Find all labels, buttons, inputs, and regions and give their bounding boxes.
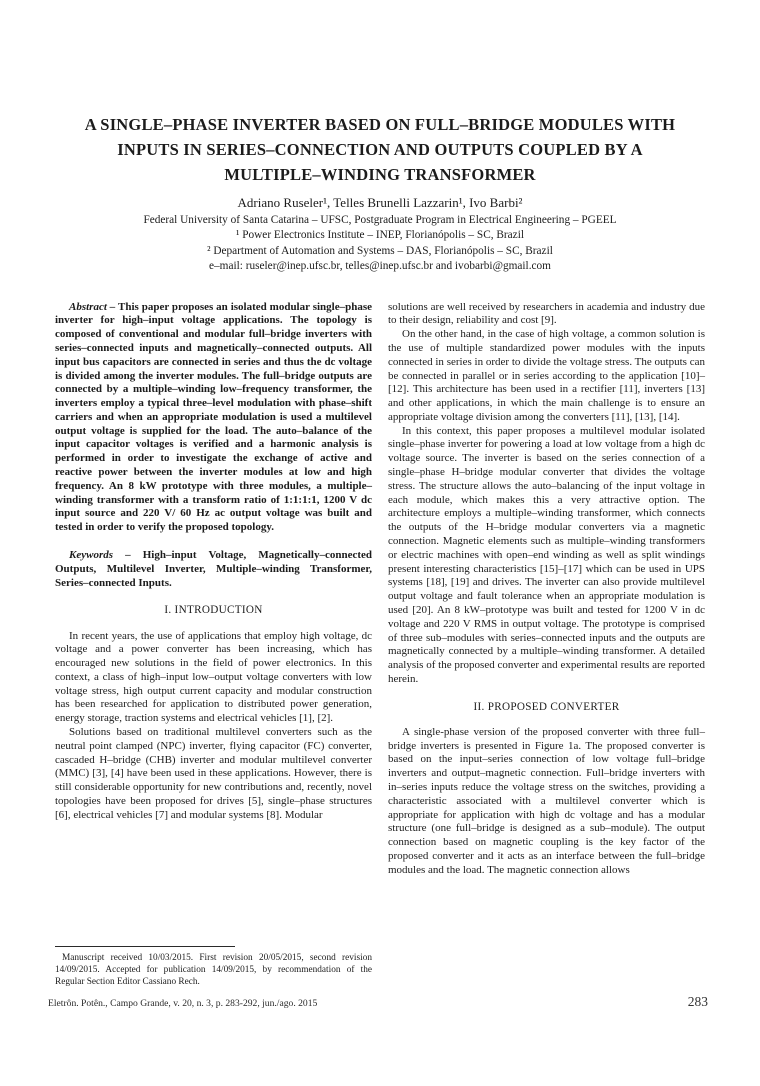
affiliation-main: Federal University of Santa Catarina – UFSC, Postgraduate Program in Electrical Engineering – PGEEL (143, 214, 617, 227)
author-emails: e–mail: ruseler@inep.ufsc.br, telles@inep.ufsc.br and ivobarbi@gmail.com (209, 260, 551, 273)
page-footer (48, 994, 708, 1010)
affiliation-1: ¹ Power Electronics Institute – INEP, Florianópolis – SC, Brazil (236, 229, 524, 242)
footnote-text: Manuscript received 10/03/2015. First revision 20/05/2015, second revision 14/09/2015. Accepted for publication 14/09/2015, by recommendation of the Regular Section Editor Cassiano Rech. (55, 952, 372, 988)
right-column (388, 301, 705, 989)
two-column-body (55, 301, 705, 989)
intro-paragraph-1: In recent years, the use of applications that employ high voltage, dc voltage and a power converter has been increasing, which has encouraged new solutions in the field of power electronics. In this context, a class of high–input low–output voltage converters with low voltage stress, high output current capacity and modular construction has been researched for application to distributed power generation, energy storage, traction systems and electrical vehicles [1], [2]. (55, 629, 372, 725)
footnote-divider (55, 946, 235, 947)
paper-header (0, 112, 760, 275)
authors-block (0, 194, 760, 274)
keywords-text: – High–input Voltage, Magnetically–connected Outputs, Multilevel Inverter, Multiple–winding Transformer, Series–connected Inputs. (55, 549, 373, 589)
abstract-text: This paper proposes an isolated modular single–phase inverter for high–input voltage applications. The topology is composed of conventional and modular full–bridge inverters with series–connected inputs and magnetically–connected outputs. All input bus capacitors are connected in series and thus the dc voltage is divided among the inverter modules. The full–bridge outputs are connected by a multiple–winding low–frequency transformer, the inverters employ a typical three–level modulation with phase–shift carriers and when an appropriate modulation is used a multilevel output voltage is supplied for the load. The auto–balance of the input capacitor voltages is verified and a harmonic analysis is performed in order to investigate the exchange of active and reactive power between the inverter modules at low and high frequency. An 8 kW prototype with three modules, a multiple–winding transformer with a transform ratio of 1:1:1:1, 1200 V dc input source and 220 V/ 60 Hz ac output voltage was built and tested in order to verify the proposed topology. (55, 300, 372, 534)
section-heading-proposed-converter: II. PROPOSED CONVERTER (473, 700, 620, 713)
body-paragraph-converter-description: A single-phase version of the proposed converter with three full–bridge inverters is presented in Figure 1a. The proposed converter is based on the input–series connection of low voltage full–bridge inverters and output–magnetic connection. Full–bridge inverters with in–series inputs reduce the voltage stress on the switches, providing a characteristic associated with a multilevel converter which is appropriate for application with high dc voltage and has a modular structure (one full–bridge is designed as a sub–module). The output connection based on magnetic coupling is the key factor of the proposed converter and it acts as an interface between the full–bridge modules and the load. The magnetic connection allows (388, 725, 705, 876)
keywords-paragraph (55, 549, 372, 590)
author-names: Adriano Ruseler¹, Telles Brunelli Lazzarin¹, Ivo Barbi² (237, 195, 523, 211)
abstract-paragraph (55, 301, 372, 536)
abstract-label: Abstract – (69, 300, 116, 313)
left-column (55, 301, 372, 989)
section-heading-introduction: I. INTRODUCTION (164, 604, 263, 617)
paper-title: A SINGLE–PHASE INVERTER BASED ON FULL–BRIDGE MODULES WITH INPUTS IN SERIES–CONNECTION AND OUTPUTS COUPLED BY A MULTIPLE–WINDING TRANSFORMER (84, 115, 676, 185)
body-paragraph-high-voltage: On the other hand, in the case of high voltage, a common solution is the use of multiple standardized power modules with the inputs connected in series in order to divide the voltage stress. The outputs can be connected in parallel or in series according to the application [10]–[12]. This architecture has been used in a rectifier [11], inverters [13] and other applications, in which the main challenge is to ensure an appropriate voltage division among the converters [11], [13], [14]. (388, 328, 705, 423)
body-paragraph-proposal: In this context, this paper proposes a multilevel modular isolated single–phase inverter for powering a load at low voltage from a high dc voltage source. The inverter is based on the series connection of a single–phase H–bridge modular converter that divides the voltage stress. The structure allows the auto–balancing of the input voltage in each module, which makes this a very attractive option. The architecture employs a multiple–winding transformer, which connects the outputs of the H–bridge modular converters via a magnetic connection. Magnetic elements such as multiple–winding transformers or electric machines with open–end winding as well as split windings present interesting characteristics [15]–[17] which can be used in UPS systems [18], [19] and drives. The inverter can also provide multilevel output voltage and fault tolerance when an appropriate modulation is used [20]. An 8 kW–prototype was built and tested for 1200 V in dc voltage and 220 V RMS in output voltage. The prototype is comprised of three sub–modules with series–connected inputs and the outputs are magnetically connected by a multiple–winding transformer. A detailed analysis of the proposed converter and experimental results are reported herein. (388, 424, 705, 686)
manuscript-footnote (55, 940, 372, 989)
journal-reference: Eletrôn. Potên., Campo Grande, v. 20, n. 3, p. 283-292, jun./ago. 2015 (48, 998, 318, 1009)
keywords-label: Keywords (69, 549, 113, 562)
affiliation-2: ² Department of Automation and Systems – DAS, Florianópolis – SC, Brazil (207, 244, 553, 257)
page-number: 283 (687, 994, 708, 1009)
body-paragraph-continuation: solutions are well received by researchers in academia and industry due to their design, reliability and cost [9]. (388, 300, 705, 327)
intro-paragraph-2: Solutions based on traditional multilevel converters such as the neutral point clamped (NPC) inverter, flying capacitor (FC) converter, cascaded H–bridge (CHB) inverter and modular multilevel converter (MMC) [3], [4] have been used in these applications. However, there is still considerable opportunity for new contributions and, recently, novel topologies have been proposed for drives [5], single–phase structures [6], electrical vehicles [7] and modular systems [8]. Modular (55, 726, 372, 821)
